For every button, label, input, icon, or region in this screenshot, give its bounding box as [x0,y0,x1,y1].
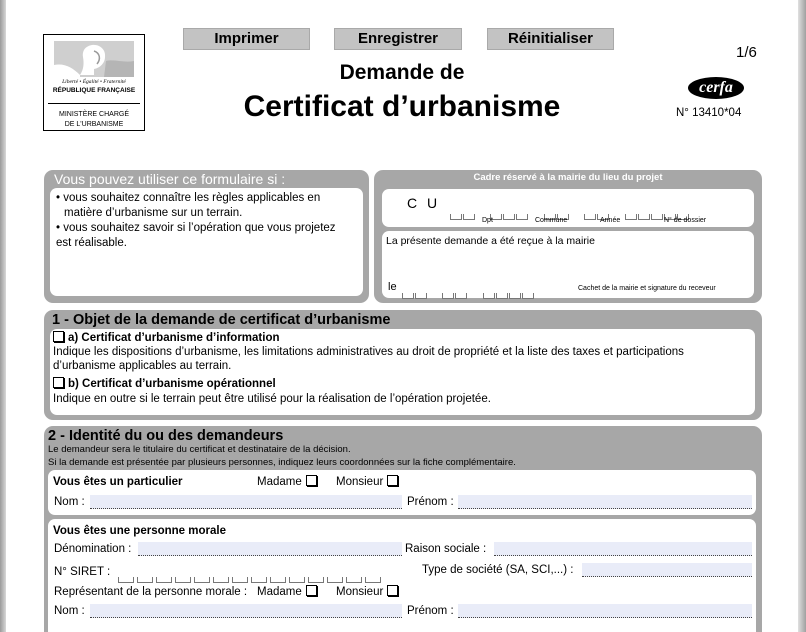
section2-note-line2: Si la demande est présentée par plusieurs personnes, indiquez leurs coordonnées sur la fiche complémentaire. [48,457,516,468]
particulier-prenom-input[interactable] [458,495,752,509]
option-b-checkbox[interactable] [53,377,64,388]
intro-heading: Vous pouvez utiliser ce formulaire si : [54,171,286,187]
particulier-madame-checkbox[interactable] [306,475,317,486]
representant-label: Représentant de la personne morale : [54,586,248,598]
option-a-checkbox[interactable] [53,331,64,342]
morale-monsieur-row [336,585,398,598]
mairie-panel [374,170,762,303]
option-a-desc-line1: Indique les dispositions d’urbanisme, les limitations administratives au droit de propriété et la liste des taxes et participations [53,346,684,358]
raison-sociale-input[interactable] [494,542,752,556]
option-b-label: b) Certificat d’urbanisme opérationnel [68,378,276,390]
cu-number-slots[interactable] [450,207,700,215]
particulier-monsieur-row [336,475,398,488]
denomination-input[interactable] [138,542,402,556]
morale-madame-checkbox[interactable] [306,585,317,596]
reception-box [382,231,754,298]
left-window-edge [0,0,6,632]
page-number: 1/6 [736,44,757,61]
intro-panel [44,170,369,303]
denomination-label: Dénomination : [54,543,132,555]
received-text: La présente demande a été reçue à la mairie [386,235,595,247]
section2-note-line1: Le demandeur sera le titulaire du certificat et destinataire de la décision. [48,444,351,455]
reception-date-slots[interactable] [402,286,545,294]
marianne-emblem-icon [54,41,134,77]
cerfa-logo: cerfa [688,77,744,99]
republique-francaise-logo [43,34,145,131]
logo-ministry [44,110,144,130]
le-label: le [388,281,397,293]
section1-panel [44,310,762,420]
intro-bullet1-line2: matière d’urbanisme sur un terrain. [64,207,243,219]
particulier-nom-label: Nom : [54,496,85,508]
logo-motto: Liberté • Égalité • Fraternité [62,79,126,85]
label-commune: Commune [535,217,568,224]
signature-label: Cachet de la mairie et signature du receveur [578,285,716,292]
morale-monsieur-label: Monsieur [336,586,384,598]
intro-content [50,188,363,296]
option-b-row [53,377,276,390]
siret-label: N° SIRET : [54,566,111,578]
morale-box [48,519,756,632]
morale-madame-row [257,585,317,598]
particulier-box [48,470,756,515]
save-button[interactable]: Enregistrer [334,28,462,50]
morale-heading: Vous êtes une personne morale [53,525,226,537]
cu-number-box [382,189,754,227]
form-title-line2: Certificat d’urbanisme [243,90,561,123]
type-societe-label: Type de société (SA, SCI,...) : [422,564,574,576]
morale-madame-label: Madame [257,586,302,598]
morale-nom-label: Nom : [54,605,85,617]
type-societe-input[interactable] [582,563,752,577]
particulier-heading: Vous êtes un particulier [53,476,183,488]
logo-divider [48,103,140,104]
morale-prenom-label: Prénom : [407,605,454,617]
particulier-madame-label: Madame [257,476,302,488]
section1-content [50,329,755,415]
option-b-desc: Indique en outre si le terrain peut être utilisé pour la réalisation de l’opération projetée. [53,393,491,405]
morale-prenom-input[interactable] [458,604,752,618]
option-a-row [53,331,280,344]
logo-ministry-line1: MINISTÈRE CHARGÉ [58,111,129,118]
cu-letter-u: U [427,195,438,211]
label-annee: Année [600,217,621,224]
mairie-heading: Cadre réservé à la mairie du lieu du projet [473,172,663,183]
morale-monsieur-checkbox[interactable] [387,585,398,596]
morale-nom-input[interactable] [90,604,402,618]
particulier-monsieur-label: Monsieur [336,476,384,488]
particulier-monsieur-checkbox[interactable] [387,475,398,486]
cu-letter-c: C [407,195,418,211]
particulier-nom-input[interactable] [90,495,402,509]
form-title-line1: Demande de [339,61,465,84]
cerfa-number: N° 13410*04 [676,107,742,119]
logo-republic-name: RÉPUBLIQUE FRANÇAISE [52,87,136,94]
particulier-madame-row [257,475,317,488]
section1-title: 1 - Objet de la demande de certificat d’urbanisme [52,312,391,328]
siret-slots[interactable] [118,570,384,578]
logo-ministry-line2: DE L'URBANISME [64,121,124,128]
particulier-prenom-label: Prénom : [407,496,454,508]
print-button[interactable]: Imprimer [183,28,310,50]
label-dossier: N° de dossier [664,217,707,224]
option-a-label: a) Certificat d’urbanisme d’information [68,332,280,344]
right-window-edge [798,0,806,632]
section2-panel [44,426,762,632]
intro-bullet2-line2: est réalisable. [56,237,127,249]
option-a-desc-line2: d’urbanisme applicables au terrain. [53,360,232,372]
intro-bullet2-line1: • vous souhaitez savoir si l’opération que vous projetez [56,222,336,234]
intro-bullet1-line1: • vous souhaitez connaître les règles applicables en [56,192,321,204]
label-dpt: Dpt [482,217,493,224]
raison-sociale-label: Raison sociale : [405,543,487,555]
section2-title: 2 - Identité du ou des demandeurs [48,428,284,444]
reset-button[interactable]: Réinitialiser [487,28,614,50]
